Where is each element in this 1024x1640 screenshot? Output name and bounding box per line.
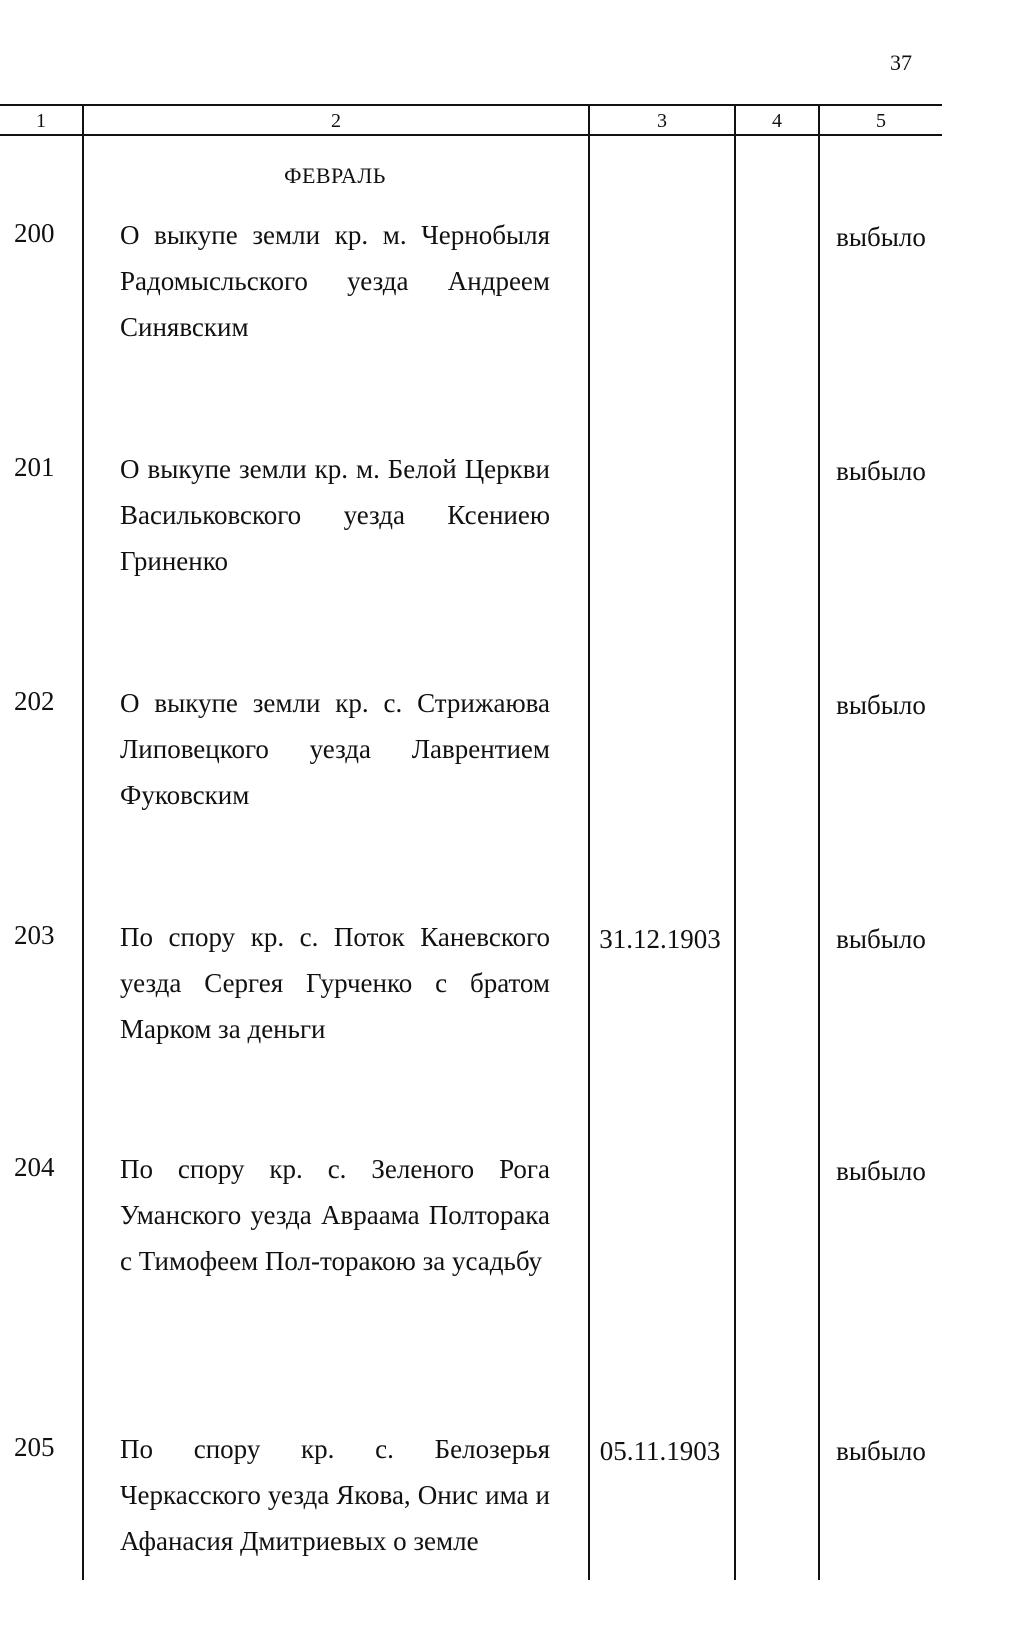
row-date: 31.12.1903 xyxy=(599,924,721,954)
row-number: 200 xyxy=(14,218,55,248)
row-status: выбыло xyxy=(836,1156,926,1186)
row-status: выбыло xyxy=(836,924,926,954)
row-description: По спору кр. с. Зеленого Рога Уманского уезда Авраама Полторака с Тимофеем Пол-торакою за усадьбу xyxy=(120,1154,550,1276)
column-header-1: 1 xyxy=(36,110,46,132)
column-divider-3 xyxy=(734,106,736,1580)
column-divider-2 xyxy=(588,106,590,1580)
row-number: 202 xyxy=(14,686,55,716)
column-header-2: 2 xyxy=(331,110,341,132)
table-top-rule xyxy=(0,104,942,106)
column-header-3: 3 xyxy=(657,110,667,132)
row-date: 05.11.1903 xyxy=(599,1436,721,1466)
row-status: выбыло xyxy=(836,222,926,252)
column-divider-4 xyxy=(818,106,820,1580)
row-number: 205 xyxy=(14,1432,55,1462)
row-status: выбыло xyxy=(836,456,926,486)
section-month: ФЕВРАЛЬ xyxy=(284,163,386,188)
row-description: О выкупе земли кр. м. Чернобыля Радомысльского уезда Андреем Синявским xyxy=(120,220,550,342)
row-number: 204 xyxy=(14,1152,55,1182)
row-description: О выкупе земли кр. с. Стрижаюва Липовецкого уезда Лаврентием Фуковским xyxy=(120,688,550,810)
row-description: По спору кр. с. Поток Каневского уезда Сергея Гурченко с братом Марком за деньги xyxy=(120,922,550,1044)
table-header-rule xyxy=(0,134,942,136)
row-description: По спору кр. с. Белозерья Черкасского уезда Якова, Онис има и Афанасия Дмитриевых о земле xyxy=(120,1434,550,1556)
page-number: 37 xyxy=(890,50,912,75)
row-status: выбыло xyxy=(836,1436,926,1466)
row-number: 201 xyxy=(14,452,55,482)
column-divider-1 xyxy=(82,106,84,1580)
row-status: выбыло xyxy=(836,690,926,720)
row-number: 203 xyxy=(14,920,55,950)
column-header-4: 4 xyxy=(772,110,782,132)
column-header-5: 5 xyxy=(876,110,886,132)
row-description: О выкупе земли кр. м. Белой Церкви Васильковского уезда Ксениею Гриненко xyxy=(120,454,550,576)
